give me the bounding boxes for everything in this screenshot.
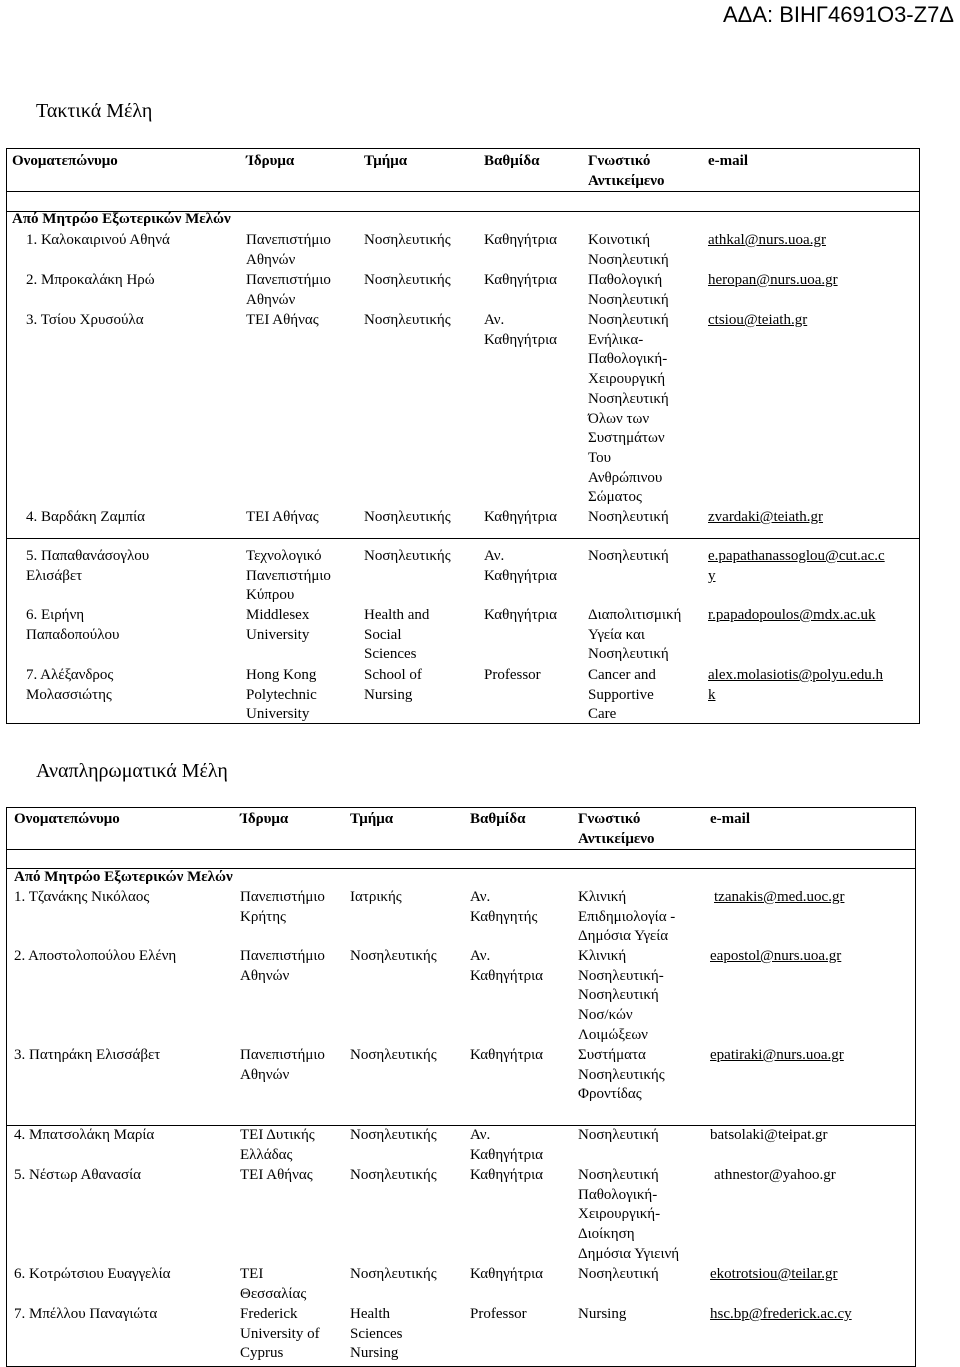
alternate-subheader: Από Μητρώο Εξωτερικών Μελών xyxy=(14,869,233,885)
alternate-row-1-field: Κλινική Επιδημιολογία - Δημόσια Υγεία xyxy=(578,889,676,945)
alternate-header-name: Ονοματεπώνυμο xyxy=(14,811,120,827)
alternate-row-1-department: Ιατρικής xyxy=(350,889,402,905)
alternate-row-7-name: 7. Μπέλλου Παναγιώτα xyxy=(14,1306,158,1322)
alternate-header-institution: Ίδρυμα xyxy=(240,811,289,827)
alternate-row-7-field: Nursing xyxy=(578,1306,627,1322)
regular-row-1-email[interactable]: athkal@nurs.uoa.gr xyxy=(708,232,826,248)
regular-row-3-rank: Αν. Καθηγήτρια xyxy=(484,312,558,348)
alternate-header-email: e-mail xyxy=(710,811,750,827)
alternate-row-5-field: Νοσηλευτική Παθολογική- Χειρουργική- Διοίκηση Δημόσια Υγιεινή xyxy=(578,1167,680,1262)
alternate-row-7-rank: Professor xyxy=(470,1306,527,1322)
alternate-row-7-institution: Frederick University of Cyprus xyxy=(240,1306,320,1362)
regular-row-5-rank: Αν. Καθηγήτρια xyxy=(484,548,558,584)
regular-row-6-name: 6. Ειρήνη Παπαδοπούλου xyxy=(26,607,120,643)
alternate-row-4-rank: Αν. Καθηγήτρια xyxy=(470,1127,544,1163)
alternate-row-4-name: 4. Μπατσολάκη Μαρία xyxy=(14,1127,155,1143)
regular-row-3-department: Νοσηλευτικής xyxy=(364,312,451,328)
alternate-row-1-email[interactable]: tzanakis@med.uoc.gr xyxy=(714,889,845,905)
alternate-row-3-institution: Πανεπιστήμιο Αθηνών xyxy=(240,1047,325,1083)
regular-row-5-email[interactable]: e.papathanassoglou@cut.ac.c y xyxy=(708,548,885,584)
alternate-row-1-institution: Πανεπιστήμιο Κρήτης xyxy=(240,889,325,925)
alternate-row-6-institution: ΤΕΙ Θεσσαλίας xyxy=(240,1266,307,1302)
regular-row-7-rank: Professor xyxy=(484,667,541,683)
alternate-row-1-name: 1. Τζανάκης Νικόλαος xyxy=(14,889,150,905)
regular-row-5-department: Νοσηλευτικής xyxy=(364,548,451,564)
regular-title: Τακτικά Μέλη xyxy=(36,100,153,122)
alternate-row-6-field: Νοσηλευτική xyxy=(578,1266,659,1282)
regular-row-1-institution: Πανεπιστήμιο Αθηνών xyxy=(246,232,331,268)
alternate-title: Αναπληρωματικά Μέλη xyxy=(36,760,228,782)
regular-row-7-field: Cancer and Supportive Care xyxy=(588,667,656,723)
regular-row-5-institution: Τεχνολογικό Πανεπιστήμιο Κύπρου xyxy=(246,548,331,604)
regular-row-2-email[interactable]: heropan@nurs.uoa.gr xyxy=(708,272,838,288)
alternate-row-4-email[interactable]: batsolaki@teipat.gr xyxy=(710,1127,828,1143)
regular-row-6-department: Health and Social Sciences xyxy=(364,607,430,663)
alternate-row-3-email[interactable]: epatiraki@nurs.uoa.gr xyxy=(710,1047,844,1063)
regular-row-4-rank: Καθηγήτρια xyxy=(484,509,558,525)
regular-row-4-field: Νοσηλευτική xyxy=(588,509,669,525)
alternate-row-6-rank: Καθηγήτρια xyxy=(470,1266,544,1282)
alternate-row-1-rank: Αν. Καθηγητής xyxy=(470,889,538,925)
regular-subheader: Από Μητρώο Εξωτερικών Μελών xyxy=(12,211,231,227)
alternate-row-2-email[interactable]: eapostol@nurs.uoa.gr xyxy=(710,948,842,964)
regular-row-7-department: School of Nursing xyxy=(364,667,422,703)
regular-row-2-department: Νοσηλευτικής xyxy=(364,272,451,288)
regular-row-3-institution: ΤΕΙ Αθήνας xyxy=(246,312,319,328)
alternate-row-5-department: Νοσηλευτικής xyxy=(350,1167,437,1183)
regular-row-4-department: Νοσηλευτικής xyxy=(364,509,451,525)
regular-header-department: Τμήμα xyxy=(364,153,408,169)
regular-row-2-rank: Καθηγήτρια xyxy=(484,272,558,288)
alternate-header-field: Γνωστικό Αντικείμενο xyxy=(578,811,655,847)
alternate-header-department: Τμήμα xyxy=(350,811,394,827)
regular-row-2-institution: Πανεπιστήμιο Αθηνών xyxy=(246,272,331,308)
regular-row-7-name: 7. Αλέξανδρος Μολασσιώτης xyxy=(26,667,114,703)
alternate-row-7-email[interactable]: hsc.bp@frederick.ac.cy xyxy=(710,1306,852,1322)
regular-row-2-name: 2. Μπροκαλάκη Ηρώ xyxy=(26,272,155,288)
regular-row-5-name: 5. Παπαθανάσογλου Ελισάβετ xyxy=(26,548,150,584)
alternate-row-3-field: Συστήματα Νοσηλευτικής Φροντίδας xyxy=(578,1047,665,1103)
regular-row-7-email[interactable]: alex.molasiotis@polyu.edu.h k xyxy=(708,667,884,703)
alternate-row-5-name: 5. Νέστωρ Αθανασία xyxy=(14,1167,142,1183)
regular-header-field: Γνωστικό Αντικείμενο xyxy=(588,153,665,189)
regular-header-rank: Βαθμίδα xyxy=(484,153,540,169)
regular-header-rule xyxy=(6,191,920,192)
regular-row-1-department: Νοσηλευτικής xyxy=(364,232,451,248)
alternate-row-3-name: 3. Πατηράκη Ελισσάβετ xyxy=(14,1047,161,1063)
alternate-row-5-institution: ΤΕΙ Αθήνας xyxy=(240,1167,313,1183)
regular-mid-rule xyxy=(6,538,920,539)
regular-row-5-field: Νοσηλευτική xyxy=(588,548,669,564)
alternate-row-2-institution: Πανεπιστήμιο Αθηνών xyxy=(240,948,325,984)
regular-row-1-name: 1. Καλοκαιρινού Αθηνά xyxy=(26,232,170,248)
alternate-row-3-department: Νοσηλευτικής xyxy=(350,1047,437,1063)
regular-row-7-institution: Hong Kong Polytechnic University xyxy=(246,667,317,723)
alternate-row-7-department: Health Sciences Nursing xyxy=(350,1306,403,1362)
alternate-row-2-department: Νοσηλευτικής xyxy=(350,948,437,964)
regular-row-6-rank: Καθηγήτρια xyxy=(484,607,558,623)
regular-row-6-institution: Middlesex University xyxy=(246,607,310,643)
regular-row-6-field: Διαπολιτισμική Υγεία και Νοσηλευτική xyxy=(588,607,682,663)
alternate-row-6-name: 6. Κοτρώτσιου Ευαγγελία xyxy=(14,1266,171,1282)
alternate-row-5-email[interactable]: athnestor@yahoo.gr xyxy=(714,1167,836,1183)
alternate-row-6-email[interactable]: ekotrotsiou@teilar.gr xyxy=(710,1266,838,1282)
alternate-row-5-rank: Καθηγήτρια xyxy=(470,1167,544,1183)
regular-row-4-email[interactable]: zvardaki@teiath.gr xyxy=(708,509,824,525)
alternate-row-4-institution: ΤΕΙ Δυτικής Ελλάδας xyxy=(240,1127,315,1163)
ada-watermark: ΑΔΑ: ΒΙΗΓ4691Ο3-Ζ7Δ xyxy=(722,2,954,27)
alternate-row-6-department: Νοσηλευτικής xyxy=(350,1266,437,1282)
alternate-row-3-rank: Καθηγήτρια xyxy=(470,1047,544,1063)
regular-header-name: Ονοματεπώνυμο xyxy=(12,153,118,169)
alternate-header-rank: Βαθμίδα xyxy=(470,811,526,827)
regular-row-3-field: Νοσηλευτική Ενήλικα- Παθολογική- Χειρουργική Νοσηλευτική Όλων των Συστημάτων Του Ανθρώπινου Σώματος xyxy=(588,312,669,506)
alternate-row-2-rank: Αν. Καθηγήτρια xyxy=(470,948,544,984)
regular-header-institution: Ίδρυμα xyxy=(246,153,295,169)
regular-row-6-email[interactable]: r.papadopoulos@mdx.ac.uk xyxy=(708,607,876,623)
regular-header-email: e-mail xyxy=(708,153,748,169)
regular-row-2-field: Παθολογική Νοσηλευτική xyxy=(588,272,669,308)
alternate-header-rule xyxy=(6,849,916,850)
regular-row-4-name: 4. Βαρδάκη Ζαμπία xyxy=(26,509,145,525)
alternate-row-4-field: Νοσηλευτική xyxy=(578,1127,659,1143)
regular-row-3-email[interactable]: ctsiou@teiath.gr xyxy=(708,312,808,328)
alternate-row-2-field: Κλινική Νοσηλευτική- Νοσηλευτική Νοσ/κών Λοιμώξεων xyxy=(578,948,664,1043)
regular-row-1-rank: Καθηγήτρια xyxy=(484,232,558,248)
regular-row-3-name: 3. Τσίου Χρυσούλα xyxy=(26,312,144,328)
alternate-row-2-name: 2. Αποστολοπούλου Ελένη xyxy=(14,948,177,964)
alternate-row-4-department: Νοσηλευτικής xyxy=(350,1127,437,1143)
regular-row-1-field: Κοινοτική Νοσηλευτική xyxy=(588,232,669,268)
regular-row-4-institution: ΤΕΙ Αθήνας xyxy=(246,509,319,525)
